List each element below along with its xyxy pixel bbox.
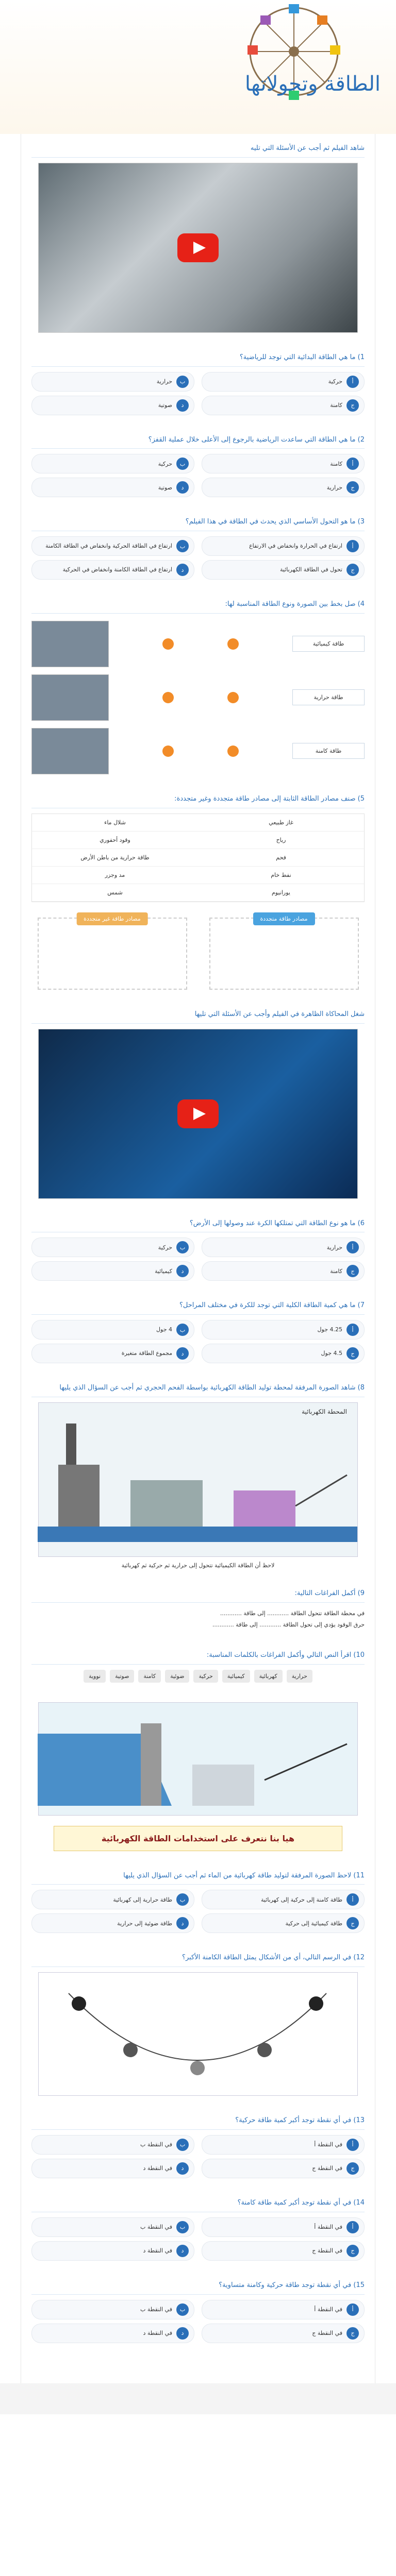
options-list <box>31 454 365 497</box>
option-text: كامنة <box>330 401 342 409</box>
option-text: في النقطة أ <box>314 2306 342 2313</box>
option-b[interactable] <box>31 2135 194 2155</box>
simulation-player[interactable] <box>38 1029 358 1199</box>
drop-zone-renewable[interactable] <box>209 915 359 990</box>
question-13 <box>31 2115 365 2178</box>
page-header <box>0 0 396 134</box>
option-c[interactable] <box>202 1261 365 1281</box>
option-c[interactable] <box>202 1344 365 1363</box>
word-chip[interactable]: كامنة <box>138 1670 161 1683</box>
option-letter: د <box>176 564 189 576</box>
option-text: في النقطة ج <box>312 2247 342 2255</box>
play-icon[interactable] <box>177 1099 219 1128</box>
option-text: صوتية <box>158 484 172 491</box>
video-section-1 <box>31 143 365 333</box>
question-8 <box>31 1383 365 1569</box>
hydro-diagram <box>38 1702 358 1816</box>
connector-dot[interactable] <box>162 692 174 703</box>
option-letter: أ <box>346 1893 359 1906</box>
options-list <box>31 372 365 415</box>
diagram-caption: لاحظ أن الطاقة الكيميائية تتحول إلى حرارية ثم حركية ثم كهربائية <box>121 1562 275 1569</box>
option-text: طاقة كامنة إلى حركية إلى كهربائية <box>261 1896 342 1903</box>
option-a[interactable] <box>202 372 365 392</box>
option-letter: ج <box>346 2162 359 2175</box>
question-14 <box>31 2198 365 2261</box>
page-footer <box>0 2383 396 2414</box>
option-text: حركية <box>328 378 342 385</box>
option-text: كيميائية <box>155 1267 172 1275</box>
option-d[interactable] <box>31 1913 194 1933</box>
option-a[interactable] <box>202 1320 365 1340</box>
option-d[interactable] <box>31 2324 194 2343</box>
play-icon[interactable] <box>177 233 219 262</box>
option-letter: د <box>176 1917 189 1929</box>
option-d[interactable] <box>31 2241 194 2261</box>
option-text: ارتفاع في الطاقة الحركية وانخفاض في الطاقة الكامنة <box>45 543 172 550</box>
option-a[interactable] <box>202 1890 365 1909</box>
draggable-item[interactable]: فحم <box>198 849 364 867</box>
option-letter: ب <box>176 1893 189 1906</box>
question-4-matching <box>31 599 365 774</box>
option-a[interactable] <box>202 2135 365 2155</box>
content-container <box>21 134 375 2383</box>
items-table <box>31 814 365 902</box>
video-section-2 <box>31 1009 365 1199</box>
drop-zone-title: مصادر طاقة غير متجددة <box>76 912 148 925</box>
options-list <box>31 536 365 580</box>
option-letter: ب <box>176 540 189 552</box>
option-letter: ج <box>346 1917 359 1929</box>
question-title: 11) لاحظ الصورة المرفقة لتوليد طاقة كهربائية من الماء ثم أجب عن السؤال الذي يليها <box>31 1871 365 1885</box>
option-letter: أ <box>346 2303 359 2316</box>
option-text: في النقطة ج <box>312 2329 342 2336</box>
option-letter: ج <box>346 2327 359 2340</box>
question-15 <box>31 2280 365 2343</box>
option-letter: ب <box>176 2303 189 2316</box>
option-text: طاقة حرارية إلى كهربائية <box>113 1896 172 1903</box>
match-image <box>31 621 109 667</box>
question-5-classification <box>31 794 365 990</box>
drop-zone-title: مصادر طاقة متجددة <box>253 912 315 925</box>
option-letter: أ <box>346 540 359 552</box>
option-text: ارتفاع في الطاقة الكامنة وانخفاض في الحركية <box>62 566 172 573</box>
match-image <box>31 728 109 774</box>
option-c[interactable] <box>202 1913 365 1933</box>
option-text: حركية <box>158 460 172 467</box>
hydro-illustration <box>38 1703 357 1816</box>
question-title: 12) في الرسم التالي، أي من الأشكال يمثل الطاقة الكامنة الأكبر؟ <box>31 1953 365 1967</box>
option-b[interactable] <box>31 372 194 392</box>
option-letter: أ <box>346 376 359 388</box>
drop-zone-nonrenewable[interactable] <box>38 915 187 990</box>
option-text: في النقطة د <box>143 2165 172 2172</box>
match-label[interactable]: طاقة كيميائية <box>292 636 365 652</box>
question-title: 9) أكمل الفراغات التالية: <box>31 1588 365 1603</box>
draggable-item[interactable]: شمس <box>32 884 198 902</box>
option-text: طاقة كيميائية إلى حركية <box>285 1920 342 1927</box>
draggable-item[interactable]: وقود أحفوري <box>32 832 198 849</box>
connector-dot[interactable] <box>227 745 239 757</box>
option-text: في النقطة ب <box>140 2224 172 2231</box>
question-title: 4) صل بخط بين الصورة ونوع الطاقة المناسبة لها: <box>31 599 365 614</box>
option-text: في النقطة ب <box>140 2306 172 2313</box>
option-text: ارتفاع في الحرارة وانخفاض في الارتفاع <box>249 543 342 550</box>
word-chip[interactable]: كيميائية <box>222 1670 250 1683</box>
options-list <box>31 1890 365 1933</box>
option-a[interactable] <box>202 2217 365 2237</box>
option-text: 4 جول <box>156 1326 172 1333</box>
option-letter: أ <box>346 457 359 470</box>
option-text: مجموع الطاقة متغيرة <box>121 1350 172 1357</box>
question-1 <box>31 352 365 415</box>
question-title: 7) ما هي كمية الطاقة الكلية التي توجد للكرة في مختلف المراحل؟ <box>31 1300 365 1315</box>
options-list <box>31 1320 365 1363</box>
pendulum-diagram <box>38 1972 358 2096</box>
question-title: 13) في أي نقطة توجد أكبر كمية طاقة حركية؟ <box>31 2115 365 2130</box>
match-row <box>31 674 365 721</box>
match-label[interactable]: طاقة كامنة <box>292 743 365 759</box>
option-letter: ب <box>176 1324 189 1336</box>
option-text: في النقطة أ <box>314 2141 342 2148</box>
option-letter: ج <box>346 1265 359 1277</box>
connector-dot[interactable] <box>162 745 174 757</box>
option-letter: ب <box>176 376 189 388</box>
word-bank <box>31 1670 365 1683</box>
pendulum-illustration <box>38 1973 357 2096</box>
option-text: حركية <box>158 1244 172 1251</box>
options-list <box>31 2135 365 2178</box>
option-text: كامنة <box>330 1267 342 1275</box>
option-b[interactable] <box>31 2217 194 2237</box>
option-letter: د <box>176 2327 189 2340</box>
option-text: حرارية <box>156 378 172 385</box>
question-title: 8) شاهد الصورة المرفقة لمحطة توليد الطاقة الكهربائية بواسطة الفحم الحجري ثم أجب عن السؤال الذي يليها <box>31 1383 365 1397</box>
option-text: في النقطة د <box>143 2247 172 2255</box>
page-title: الطاقة وتحولاتها <box>244 72 381 96</box>
question-6 <box>31 1218 365 1281</box>
option-letter: د <box>176 1265 189 1277</box>
option-letter: أ <box>346 2139 359 2151</box>
word-chip[interactable]: نووية <box>84 1670 106 1683</box>
option-b[interactable] <box>31 1890 194 1909</box>
option-text: حرارية <box>326 484 342 491</box>
option-a[interactable] <box>202 454 365 473</box>
question-9 <box>31 1588 365 1631</box>
option-letter: ب <box>176 2139 189 2151</box>
option-letter: ب <box>176 2221 189 2233</box>
option-b[interactable] <box>31 1238 194 1257</box>
question-10 <box>31 1650 365 1683</box>
option-a[interactable] <box>202 536 365 556</box>
draggable-item[interactable]: نفط خام <box>198 867 364 884</box>
word-chip[interactable]: ضوئية <box>165 1670 189 1683</box>
power-plant-diagram <box>38 1402 358 1557</box>
option-text: في النقطة أ <box>314 2224 342 2231</box>
question-title: 6) ما هو نوع الطاقة التي تمتلكها الكرة عند وصولها إلى الأرض؟ <box>31 1218 365 1233</box>
option-b[interactable] <box>31 536 194 556</box>
question-2 <box>31 435 365 498</box>
connector-dot[interactable] <box>227 638 239 650</box>
option-a[interactable] <box>202 2300 365 2319</box>
option-text: 4.5 جول <box>321 1350 342 1357</box>
options-list <box>31 1238 365 1281</box>
question-3 <box>31 517 365 580</box>
option-d[interactable] <box>31 1344 194 1363</box>
option-letter: ج <box>346 2245 359 2257</box>
draggable-item[interactable]: يورانيوم <box>198 884 364 902</box>
option-d[interactable] <box>31 2159 194 2178</box>
option-c[interactable] <box>202 478 365 497</box>
option-d[interactable] <box>31 478 194 497</box>
option-b[interactable] <box>31 1320 194 1340</box>
match-image <box>31 674 109 721</box>
question-title: 10) اقرأ النص التالي وأكمل الفراغات بالكلمات المناسبة: <box>31 1650 365 1665</box>
option-a[interactable] <box>202 1238 365 1257</box>
option-letter: ج <box>346 564 359 576</box>
question-title: 14) في أي نقطة توجد أكبر كمية طاقة كامنة؟ <box>31 2198 365 2212</box>
question-title: 3) ما هو التحول الأساسي الذي يحدث في الطاقة في هذا الفيلم؟ <box>31 517 365 531</box>
diagram-title: المحطة الكهربائية <box>302 1408 347 1415</box>
option-letter: د <box>176 2245 189 2257</box>
option-text: صوتية <box>158 401 172 409</box>
match-label[interactable]: طاقة حرارية <box>292 689 365 705</box>
option-letter: د <box>176 399 189 412</box>
option-letter: ج <box>346 1347 359 1360</box>
word-chip[interactable]: حركية <box>193 1670 218 1683</box>
options-list <box>31 2217 365 2261</box>
draggable-item[interactable]: طاقة حرارية من باطن الأرض <box>32 849 198 867</box>
option-c[interactable] <box>202 396 365 415</box>
option-text: 4.25 جول <box>317 1326 342 1333</box>
options-list <box>31 2300 365 2343</box>
fill-sentence[interactable]: في محطة الطاقة تتحول الطاقة ............ إلى طاقة ............ <box>220 1609 365 1617</box>
callout-banner: هيا بنا نتعرف على استخدامات الطاقة الكهربائية <box>54 1826 342 1851</box>
option-c[interactable] <box>202 560 365 580</box>
draggable-item[interactable]: مد وجزر <box>32 867 198 884</box>
option-text: في النقطة ج <box>312 2165 342 2172</box>
option-d[interactable] <box>31 560 194 580</box>
option-text: حرارية <box>326 1244 342 1251</box>
question-12 <box>31 1953 365 2096</box>
video-caption: شغل المحاكاة الظاهرة في الفيلم وأجب عن الأسئلة التي تليها <box>31 1009 365 1024</box>
word-chip[interactable]: كهربائية <box>254 1670 283 1683</box>
word-chip[interactable]: صوتية <box>110 1670 134 1683</box>
question-title: 1) ما هي الطاقة البدائية التي توجد للرياضية؟ <box>31 352 365 367</box>
option-letter: ب <box>176 457 189 470</box>
option-letter: أ <box>346 1241 359 1253</box>
draggable-item[interactable]: رياح <box>198 832 364 849</box>
option-c[interactable] <box>202 2159 365 2178</box>
option-text: في النقطة د <box>143 2329 172 2336</box>
option-letter: د <box>176 481 189 494</box>
option-letter: ج <box>346 399 359 412</box>
draggable-item[interactable]: شلال ماء <box>32 814 198 832</box>
video-player[interactable] <box>38 163 358 333</box>
option-b[interactable] <box>31 2300 194 2319</box>
option-letter: د <box>176 1347 189 1360</box>
match-row <box>31 621 365 667</box>
option-c[interactable] <box>202 2324 365 2343</box>
option-c[interactable] <box>202 2241 365 2261</box>
power-plant-illustration <box>38 1403 357 1557</box>
draggable-item[interactable]: غاز طبيعي <box>198 814 364 832</box>
question-title: 2) ما هي الطاقة التي ساعدت الرياضية بالرجوع إلى الأعلى خلال عملية القفز؟ <box>31 435 365 449</box>
connector-dot[interactable] <box>227 692 239 703</box>
question-11 <box>31 1871 365 1934</box>
option-text: كامنة <box>330 460 342 467</box>
question-title: 15) في أي نقطة توجد طاقة حركية وكامنة متساوية؟ <box>31 2280 365 2295</box>
question-7 <box>31 1300 365 1363</box>
option-letter: د <box>176 2162 189 2175</box>
match-row <box>31 728 365 774</box>
drop-zones <box>31 915 365 990</box>
option-letter: ب <box>176 1241 189 1253</box>
option-text: تحول في الطاقة الكهربائية <box>279 566 342 573</box>
video-caption: شاهد الفيلم ثم أجب عن الأسئلة التي تليه <box>31 143 365 158</box>
option-d[interactable] <box>31 1261 194 1281</box>
option-letter: أ <box>346 2221 359 2233</box>
fill-sentence[interactable]: حرق الوقود يؤدي إلى تحول الطاقة ............ إلى طاقة ............ <box>212 1621 365 1628</box>
word-chip[interactable]: حرارية <box>287 1670 312 1683</box>
question-title: 5) صنف مصادر الطاقة الثابتة إلى مصادر طاقة متجددة وغير متجددة: <box>31 794 365 808</box>
connector-dot[interactable] <box>162 638 174 650</box>
option-letter: ج <box>346 481 359 494</box>
option-text: طاقة ضوئية إلى حرارية <box>117 1920 172 1927</box>
option-text: في النقطة ب <box>140 2141 172 2148</box>
option-letter: أ <box>346 1324 359 1336</box>
option-b[interactable] <box>31 454 194 473</box>
option-d[interactable] <box>31 396 194 415</box>
hydro-diagram-section <box>31 1702 365 1851</box>
